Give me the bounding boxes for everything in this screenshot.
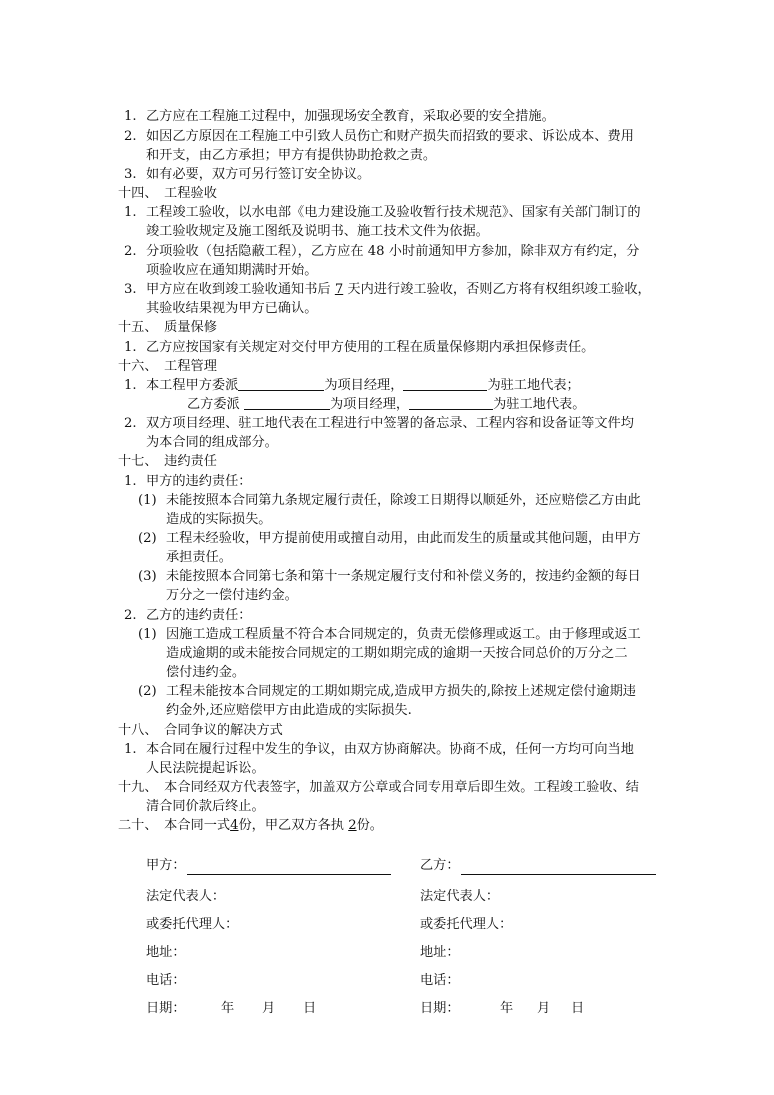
clause-text: 未能按照本合同第九条规定履行责任，除竣工日期得以顺延外，还应赔偿乙方由此 [166, 493, 641, 508]
item-number: 1. [124, 474, 137, 489]
agent-b-label: 或委托代理人： [420, 917, 513, 932]
clause-text: 承担责任。 [166, 550, 232, 565]
copies-each: 2 [348, 818, 357, 833]
clause-text: 为本合同的组成部分。 [146, 435, 278, 450]
clause-text: 造成逾期的或未能按合同规定的工期如期完成的逾期一天按合同总价的万分之二 [166, 646, 628, 661]
section-title: 十八、 合同争议的解决方式 [118, 723, 283, 738]
clause-text: 二十、 本合同一式4份，甲乙双方各执 2份。 [118, 818, 383, 833]
party-b-signature-line[interactable] [461, 874, 656, 875]
address-a-label: 地址： [146, 945, 186, 960]
clause-text: 如因乙方原因在工程施工中引致人员伤亡和财产损失而招致的要求、诉讼成本、费用 [146, 129, 634, 144]
clause-text: 本合同在履行过程中发生的争议，由双方协商解决。协商不成，任何一方均可向当地 [146, 742, 634, 757]
date-a-day: 日 [303, 1001, 317, 1016]
item-number: 2. [124, 129, 137, 144]
clause-text: 未能按照本合同第七条和第十一条规定履行支付和补偿义务的，按违约金额的每日 [166, 569, 641, 584]
site-representative-b-blank[interactable] [409, 395, 493, 410]
copies-count: 4 [230, 818, 239, 833]
clause-text: 工程竣工验收，以水电部《电力建设施工及验收暂行技术规范》、国家有关部门制订的 [146, 205, 641, 220]
date-b-year: 年 [500, 1001, 514, 1016]
clause-text: 如有必要，双方可另行签订安全协议。 [146, 167, 371, 182]
clause-text: 分项验收（包括隐蔽工程），乙方应在 48 小时前通知甲方参加，除非双方有约定，分 [146, 244, 640, 259]
item-number: 1. [124, 205, 137, 220]
item-number: (1) [138, 627, 157, 642]
clause-text: 双方项目经理、驻工地代表在工程进行中签署的备忘录、工程内容和设备证等文件均 [146, 416, 634, 431]
clause-text: 项验收应在通知期满时开始。 [146, 263, 318, 278]
clause-text: 万分之一偿付违约金。 [166, 588, 298, 603]
clause-text: 偿付违约金。 [166, 665, 246, 680]
item-number: 2. [124, 416, 137, 431]
clause-text: 清合同价款后终止。 [146, 799, 265, 814]
item-number: (3) [138, 569, 157, 584]
address-b-label: 地址： [420, 945, 460, 960]
item-number: 2. [124, 608, 137, 623]
date-a-year: 年 [221, 1001, 235, 1016]
date-a-month: 月 [262, 1001, 276, 1016]
item-number: 2. [124, 244, 137, 259]
clause-text: 约金外,还应赔偿甲方由此造成的实际损失. [166, 703, 412, 718]
phone-a-label: 电话： [146, 973, 186, 988]
clause-text: 甲方应在收到竣工验收通知书后 7 天内进行竣工验收，否则乙方将有权组织竣工验收， [146, 282, 651, 297]
party-a-label: 甲方： [146, 858, 186, 873]
item-number: 1. [124, 340, 137, 355]
item-number: 3. [124, 282, 137, 297]
item-number: 1. [124, 378, 137, 393]
clause-text: 造成的实际损失。 [166, 512, 272, 527]
clause-text: 工程未经验收，甲方提前使用或擅自动用，由此而发生的质量或其他问题，由甲方 [166, 531, 641, 546]
item-number: 3. [124, 167, 137, 182]
clause-text: 和开支，由乙方承担；甲方有提供协助抢救之责。 [146, 148, 437, 163]
item-number: (2) [138, 684, 157, 699]
clause-text: 竣工验收规定及施工图纸及说明书、施工技术文件为依据。 [146, 224, 489, 239]
party-b-label: 乙方： [420, 858, 460, 873]
clause-text: 乙方的违约责任： [146, 608, 252, 623]
clause-text: 甲方的违约责任： [146, 474, 252, 489]
date-b-label: 日期： [420, 1001, 460, 1016]
section-title: 十五、 质量保修 [118, 320, 217, 335]
date-b-month: 月 [537, 1001, 551, 1016]
site-representative-a-blank[interactable] [403, 376, 487, 391]
section-title: 十七、 违约责任 [118, 454, 217, 469]
date-b-day: 日 [571, 1001, 585, 1016]
item-number: (2) [138, 531, 157, 546]
section-title: 十六、 工程管理 [118, 359, 217, 374]
clause-text: 乙方应在工程施工过程中，加强现场安全教育，采取必要的安全措施。 [146, 109, 555, 124]
clause-text: 乙方应按国家有关规定对交付甲方使用的工程在质量保修期内承担保修责任。 [146, 340, 595, 355]
clause-text: 其验收结果视为甲方已确认。 [146, 301, 318, 316]
clause-text: 本工程甲方委派 为项目经理， 为驻工地代表； [146, 378, 580, 393]
agent-a-label: 或委托代理人： [146, 917, 239, 932]
project-manager-a-blank[interactable] [238, 376, 324, 391]
legal-rep-a-label: 法定代表人： [146, 889, 226, 904]
item-number: (1) [138, 493, 157, 508]
clause-text: 因施工造成工程质量不符合本合同规定的，负责无偿修理或返工。由于修理或返工 [166, 627, 641, 642]
clause-text: 十九、 本合同经双方代表签字，加盖双方公章或合同专用章后即生效。工程竣工验收、结 [118, 780, 639, 795]
clause-text: 人民法院提起诉讼。 [146, 761, 265, 776]
item-number: 1. [124, 742, 137, 757]
clause-text: 工程未能按本合同规定的工期如期完成,造成甲方损失的,除按上述规定偿付逾期违 [166, 684, 636, 699]
party-a-signature-line[interactable] [187, 874, 391, 875]
legal-rep-b-label: 法定代表人： [420, 889, 500, 904]
project-manager-b-blank[interactable] [244, 395, 330, 410]
phone-b-label: 电话： [420, 973, 460, 988]
item-number: 1. [124, 109, 137, 124]
section-title: 十四、 工程验收 [118, 186, 217, 201]
clause-text: 乙方委派 为项目经理， 为驻工地代表。 [187, 397, 586, 412]
date-a-label: 日期： [146, 1001, 186, 1016]
